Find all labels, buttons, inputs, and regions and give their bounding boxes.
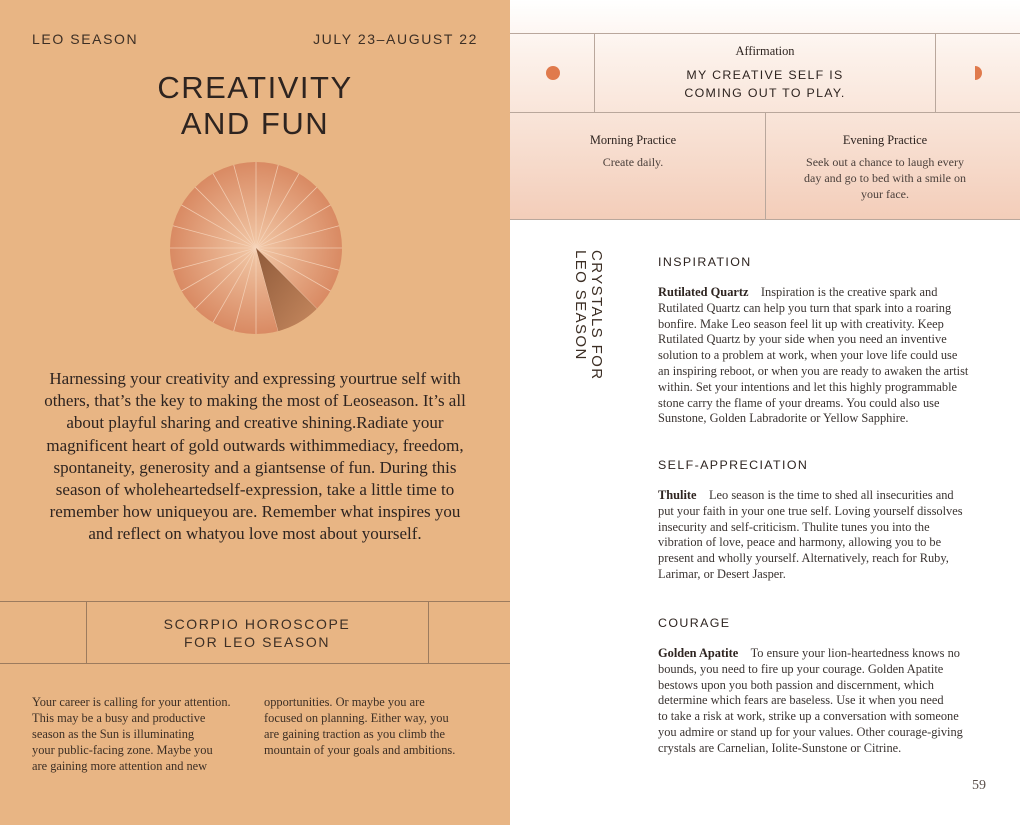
horoscope-line: opportunities. Or maybe you are (264, 695, 425, 709)
body-first-line: To ensure your lion-heartedness knows no (750, 646, 960, 660)
crystal-section (658, 255, 998, 427)
crystal-name: Thulite (658, 488, 697, 502)
crystals-side-title (564, 250, 604, 400)
running-header-dates: JULY 23–AUGUST 22 (313, 31, 478, 47)
affirmation-line: COMING OUT TO PLAY. (684, 86, 846, 100)
side-title-line: CRYSTALS FOR (588, 250, 605, 381)
body-line: to take a risk at work, strike up a conversation with someone (658, 709, 959, 724)
body-line: present and wholly yourself. Alternatively, reach for Ruby, (658, 551, 949, 566)
body-line: Rutilated Quartz by your side when you need an inventive (658, 332, 947, 347)
body-line: vibration of love, peace and harmony, allowing you to be (658, 535, 942, 550)
right-page (510, 0, 1020, 825)
panel-rule (510, 33, 1020, 34)
body-line: put your faith in your one true self. Loving yourself dissolves (658, 503, 963, 518)
body-line: crystals are Carnelian, Iolite-Sunstone or Citrine. (658, 740, 902, 755)
horoscope-column-2 (264, 694, 455, 758)
section-heading: COURAGE (658, 616, 731, 630)
body-line (658, 285, 998, 301)
intro-line: you love most about yourself. (219, 524, 422, 544)
evening-practice-line: your face. (861, 187, 909, 201)
section-body (658, 646, 998, 757)
horoscope-title-line: SCORPIO HOROSCOPE (163, 616, 351, 632)
intro-line: true self with others, that’s the key to making the most of Leo (44, 369, 461, 411)
practice-panel (510, 0, 1020, 220)
affirmation-line: MY CREATIVE SELF IS (686, 68, 844, 82)
affirmation-label: Affirmation (735, 44, 795, 58)
body-line: bonfire. Make Leo season feel lit up with creativity. Keep (658, 316, 944, 331)
horoscope-line: season as the Sun is illuminating (32, 727, 195, 741)
morning-practice-line: Create daily. (602, 155, 664, 169)
intro-line: Radiate your magnificent heart of gold outwards with (46, 413, 444, 455)
body-line: an inspiring reboot, or when you are ready to awaken the artist (658, 363, 969, 378)
crystal-section (658, 616, 998, 757)
intro-paragraph (40, 368, 470, 546)
evening-practice-text (800, 154, 970, 202)
morning-practice-label: Morning Practice (589, 133, 677, 147)
body-line: you admire or stand up for your values. Other courage-giving (658, 724, 963, 739)
horoscope-line: mountain of your goals and ambitions. (264, 743, 456, 757)
horoscope-title-box (0, 601, 510, 664)
evening-practice-line: day and go to bed with a smile on (804, 171, 966, 185)
panel-divider (765, 112, 766, 220)
intro-line: you are. Remember what inspires you and reflect on what (88, 502, 461, 544)
body-line: Larimar, or Desert Jasper. (658, 566, 786, 581)
morning-practice-text (582, 154, 684, 170)
box-divider (428, 602, 429, 664)
half-moon-icon (970, 65, 986, 81)
body-line: determine which fears are baseless. Use it when you need (658, 693, 944, 708)
full-moon-icon (545, 65, 561, 81)
page-number: 59 (972, 778, 986, 793)
horoscope-line: Your career is calling for your attention. (32, 695, 231, 709)
body-line: Rutilated Quartz can help you turn that spark into a roaring (658, 300, 952, 315)
body-line: bestows upon you both passion and discernment, which (658, 677, 935, 692)
page-title (0, 70, 510, 142)
body-line (658, 646, 998, 662)
crystal-section (658, 458, 998, 583)
horoscope-column-1 (32, 694, 231, 774)
intro-line: self-expression, take a little time to remember how unique (49, 480, 455, 522)
horoscope-line: are gaining more attention and new (32, 759, 208, 773)
running-header-season: LEO SEASON (32, 31, 139, 47)
intro-line: Harnessing your creativity and expressing your (49, 369, 371, 388)
horoscope-title-line: FOR LEO SEASON (183, 634, 331, 650)
horoscope-line: are gaining traction as you climb the (264, 727, 445, 741)
sun-wheel-illustration (170, 162, 342, 334)
intro-line: immediacy, freedom, spontaneity, generosity and a giant (53, 435, 464, 477)
title-line: AND FUN (180, 106, 330, 141)
intro-line: sense of fun. During this season of wholehearted (55, 457, 457, 500)
body-line: insecurity and self-criticism. Thulite tunes you into the (658, 519, 930, 534)
body-line (658, 488, 998, 504)
horoscope-line: This may be a busy and productive (32, 711, 206, 725)
evening-practice-line: Seek out a chance to laugh every (806, 155, 964, 169)
section-heading: INSPIRATION (658, 255, 752, 269)
intro-line: season. It’s all about playful sharing and creative shining. (66, 391, 466, 433)
crystal-name: Golden Apatite (658, 646, 739, 660)
section-heading: SELF-APPRECIATION (658, 458, 809, 472)
body-line: within. Set your intentions and let this highly programmable (658, 379, 958, 394)
title-line: CREATIVITY (157, 70, 353, 105)
section-body (658, 488, 998, 583)
horoscope-title (86, 615, 428, 651)
evening-practice-label: Evening Practice (842, 133, 928, 147)
body-first-line: Leo season is the time to shed all insecurities and (708, 488, 954, 502)
section-body (658, 285, 998, 427)
side-title-line: LEO SEASON (572, 250, 589, 361)
horoscope-line: your public-facing zone. Maybe you (32, 743, 213, 757)
body-line: Sunstone, Golden Labradorite or Yellow Sapphire. (658, 411, 909, 426)
body-line: bounds, you need to fire up your courage. Golden Apatite (658, 661, 944, 676)
body-line: solution to a problem at work, when your love life could use (658, 348, 958, 363)
affirmation-text (594, 66, 936, 102)
horoscope-line: focused on planning. Either way, you (264, 711, 449, 725)
body-first-line: Inspiration is the creative spark and (760, 285, 938, 299)
body-line: stone carry the flame of your dreams. You could also use (658, 395, 940, 410)
crystal-name: Rutilated Quartz (658, 285, 749, 299)
